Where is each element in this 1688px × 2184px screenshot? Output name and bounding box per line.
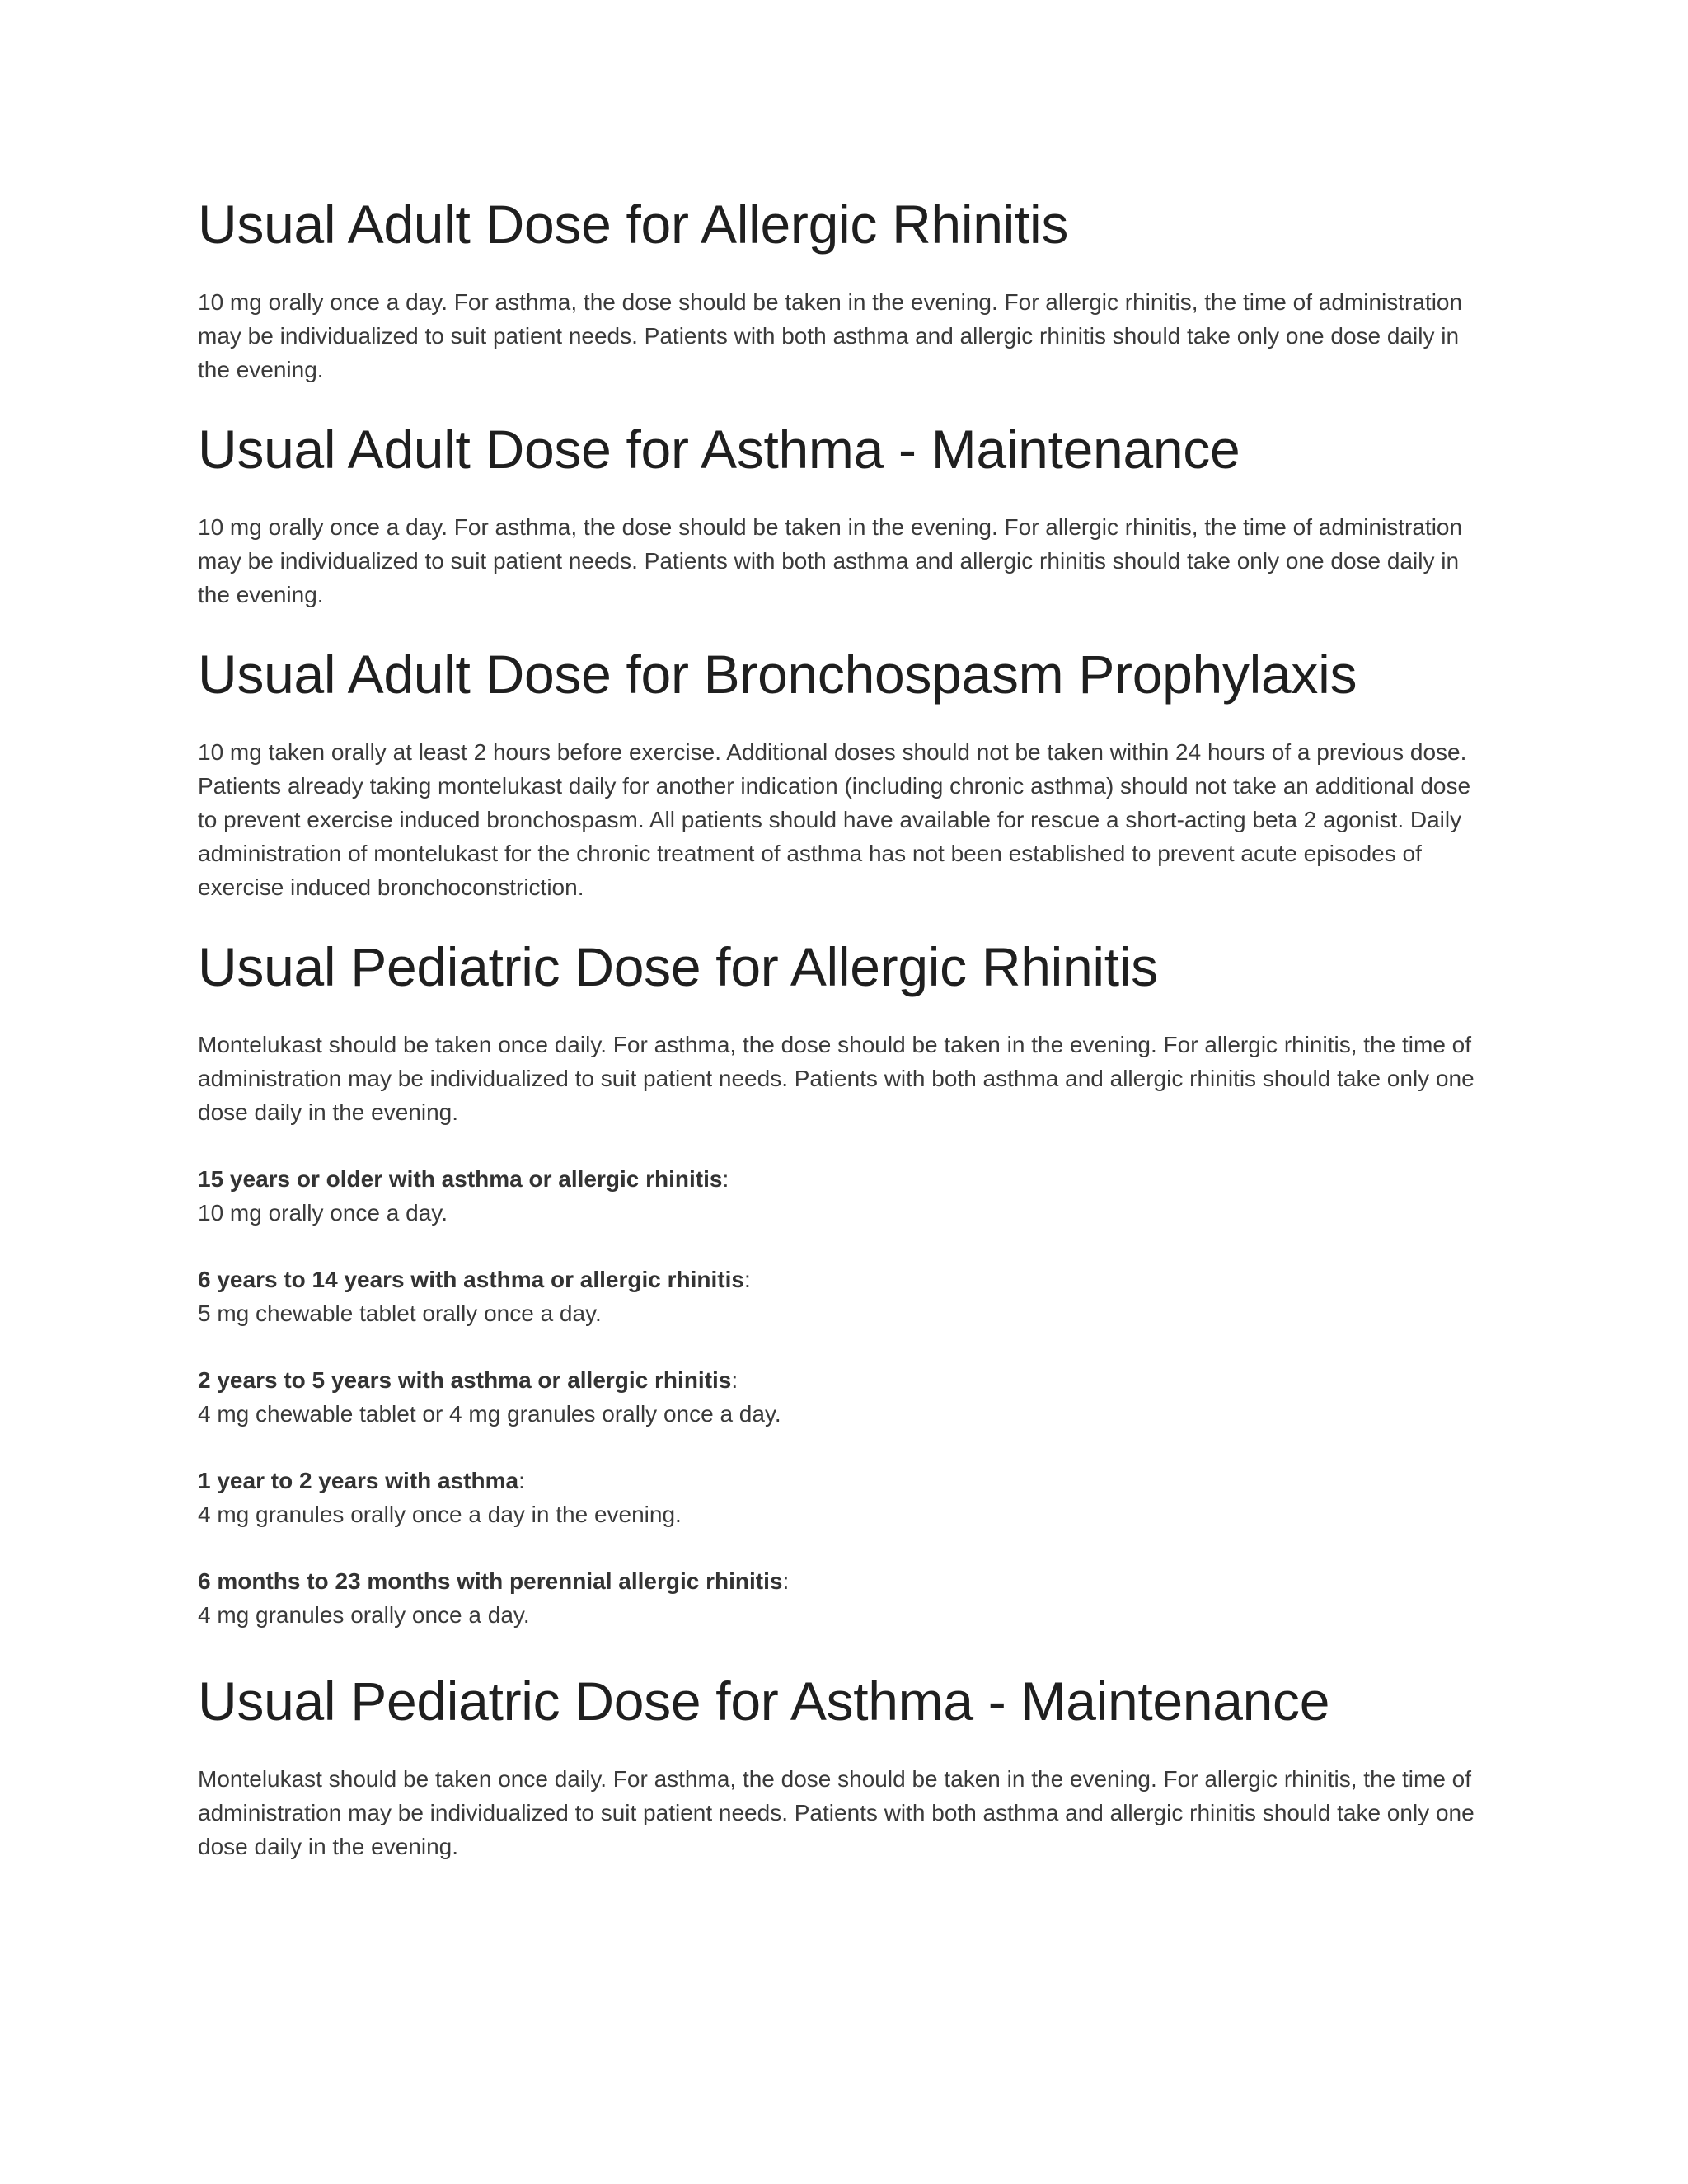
dose-value: 4 mg granules orally once a day. bbox=[198, 1602, 530, 1628]
section-heading: Usual Adult Dose for Bronchospasm Prophylaxis bbox=[198, 644, 1357, 705]
dose-label: 2 years to 5 years with asthma or allergic rhinitis: bbox=[198, 1367, 738, 1393]
section-body: Montelukast should be taken once daily. For asthma, the dose should be taken in the evening. For allergic rhinitis, the time of administration may be individualized to suit patient needs. Patients with both asthma and allergic rhinitis should take only one dose daily in the evening. bbox=[198, 1032, 1475, 1125]
section-body: 10 mg taken orally at least 2 hours before exercise. Additional doses should not be taken within 24 hours of a previous dose. Patients already taking montelukast daily for another indication (including chronic asthma) should not take an additional dose to prevent exercise induced bronchospasm. All patients should have available for rescue a short-acting beta 2 agonist. Daily administration of montelukast for the chronic treatment of asthma has not been established to prevent acute episodes of exercise induced bronchoconstriction. bbox=[198, 739, 1471, 900]
dose-item bbox=[198, 1162, 1484, 1230]
section-heading: Usual Pediatric Dose for Allergic Rhinitis bbox=[198, 936, 1158, 997]
dose-value: 4 mg chewable tablet or 4 mg granules orally once a day. bbox=[198, 1401, 781, 1427]
section-pediatric-allergic-rhinitis bbox=[198, 934, 1484, 1632]
dose-item bbox=[198, 1363, 1484, 1431]
section-adult-asthma-maintenance bbox=[198, 416, 1484, 612]
dose-label: 6 years to 14 years with asthma or allergic rhinitis: bbox=[198, 1267, 751, 1292]
dose-value: 5 mg chewable tablet orally once a day. bbox=[198, 1301, 602, 1326]
dose-value: 10 mg orally once a day. bbox=[198, 1200, 448, 1226]
document-page bbox=[198, 191, 1484, 1893]
dose-item bbox=[198, 1263, 1484, 1330]
section-body: Montelukast should be taken once daily. For asthma, the dose should be taken in the evening. For allergic rhinitis, the time of administration may be individualized to suit patient needs. Patients with both asthma and allergic rhinitis should take only one dose daily in the evening. bbox=[198, 1766, 1475, 1859]
dose-label: 15 years or older with asthma or allergic rhinitis: bbox=[198, 1166, 729, 1192]
section-heading: Usual Pediatric Dose for Asthma - Maintenance bbox=[198, 1671, 1330, 1732]
dose-value: 4 mg granules orally once a day in the evening. bbox=[198, 1502, 682, 1527]
section-body: 10 mg orally once a day. For asthma, the dose should be taken in the evening. For allergic rhinitis, the time of administration may be individualized to suit patient needs. Patients with both asthma and allergic rhinitis should take only one dose daily in the evening. bbox=[198, 289, 1463, 382]
section-heading: Usual Adult Dose for Allergic Rhinitis bbox=[198, 194, 1069, 255]
section-heading: Usual Adult Dose for Asthma - Maintenance bbox=[198, 419, 1240, 480]
section-pediatric-asthma-maintenance bbox=[198, 1668, 1484, 1863]
dose-label: 1 year to 2 years with asthma: bbox=[198, 1468, 525, 1493]
dose-label: 6 months to 23 months with perennial allergic rhinitis: bbox=[198, 1568, 790, 1594]
dose-item bbox=[198, 1564, 1484, 1632]
section-adult-bronchospasm-prophylaxis bbox=[198, 641, 1484, 904]
section-body: 10 mg orally once a day. For asthma, the dose should be taken in the evening. For allergic rhinitis, the time of administration may be individualized to suit patient needs. Patients with both asthma and allergic rhinitis should take only one dose daily in the evening. bbox=[198, 514, 1463, 607]
section-adult-allergic-rhinitis bbox=[198, 191, 1484, 387]
dose-item bbox=[198, 1464, 1484, 1531]
